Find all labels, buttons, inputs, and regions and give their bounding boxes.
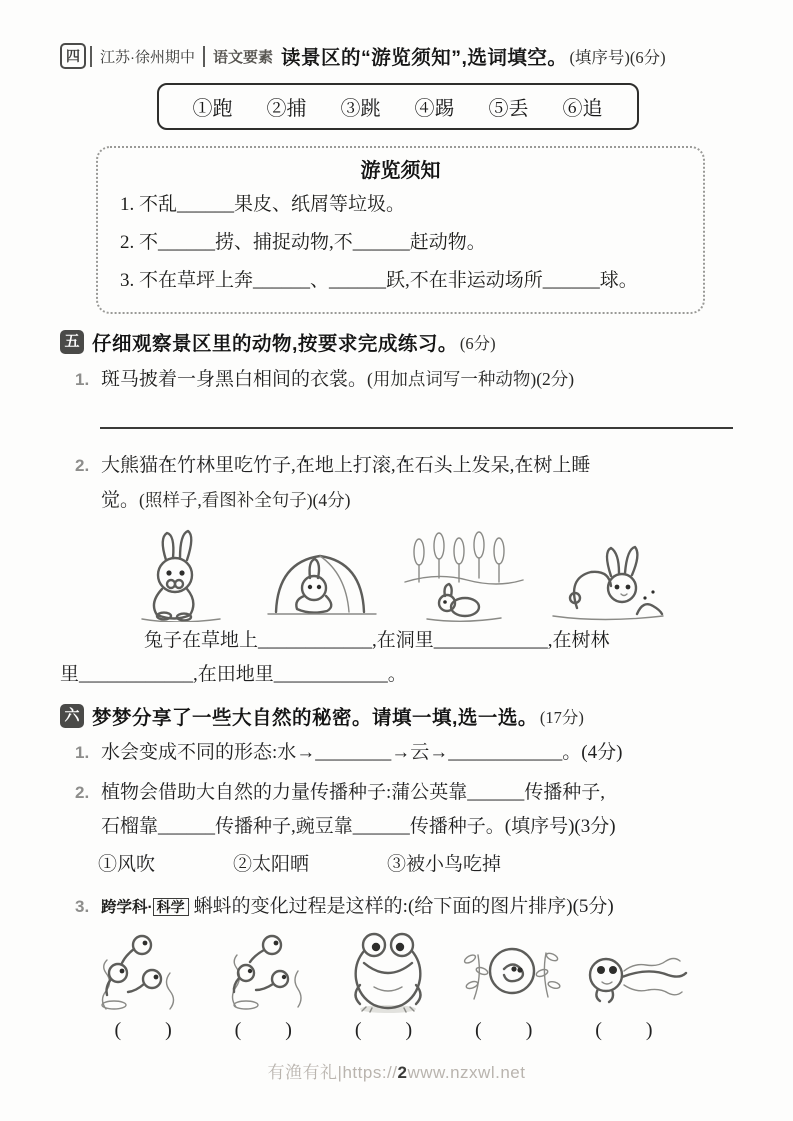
notice-rule-1: 1. 不乱______果皮、纸屑等垃圾。 <box>120 194 406 215</box>
question-6-number-badge: 六 <box>60 704 84 728</box>
item-number: 2. <box>75 783 90 802</box>
notice-rule-2: 2. 不______捞、捕捉动物,不______赶动物。 <box>120 232 486 253</box>
question-5-header <box>60 328 735 356</box>
item-note: (照样子,看图补全句子)(4分) <box>139 490 351 510</box>
adult-frog-image <box>328 929 450 1015</box>
tadpoles-among-waterweed-image <box>84 929 206 1015</box>
brand-name: 有渔有礼 <box>267 1063 338 1082</box>
question-5-item-1 <box>75 362 735 397</box>
visitor-notice-box <box>96 146 705 314</box>
answer-slot-5: ( ) <box>595 1019 655 1041</box>
question-4-score: (填序号)(6分) <box>569 48 666 67</box>
item-text-line-1: 2. 大熊猫在 ●竹林里吃竹子,在 ●地上打滚,在 ●石头上发呆,在 ●树上睡 <box>75 449 735 483</box>
item-text-line-1: 2. 植物会借助大自然的力量传播种子:蒲公英靠______传播种子, <box>75 776 735 810</box>
question-4-header <box>60 42 735 70</box>
question-4-number-badge: 四 <box>60 43 86 69</box>
rabbit-in-burrow-image <box>256 526 388 622</box>
cross-subject-badge: 跨学科· <box>101 899 153 916</box>
item-text: 蝌蚪的变化过程是这样的:(给下面的图片排序)(5分) <box>193 896 614 917</box>
question-4-title: 读景区的“游览须知”,选词填空。 <box>281 47 568 69</box>
option-3: ③被小鸟吃掉 <box>387 854 502 875</box>
item-number: 2. <box>75 456 90 475</box>
answer-slot-1: ( ) <box>114 1019 174 1041</box>
item-text: 斑马披 ●着一身黑白相间的衣裳。 <box>101 369 367 390</box>
url-suffix: www.nzxwl.net <box>407 1063 526 1082</box>
option-1: ①风吹 <box>98 854 156 875</box>
question-6-item-1 <box>75 736 735 770</box>
answer-slot-3: ( ) <box>354 1019 415 1041</box>
froglet-growing-legs-image <box>572 929 694 1015</box>
question-6-item-3 <box>75 890 735 925</box>
item-note: (用加点词写一种动物)(2分) <box>367 369 575 389</box>
divider: | <box>337 1063 343 1082</box>
rabbit-eating-on-grass-image <box>116 526 248 622</box>
item-number: 1. <box>75 743 90 762</box>
rabbit-running-in-forest-image <box>397 526 529 622</box>
question-6-title: 梦梦分享了一些大自然的秘密。请填一填,选一选。 <box>92 707 538 729</box>
answer-blank-line <box>100 427 733 429</box>
answer-slot-2: ( ) <box>234 1019 294 1041</box>
science-badge: 科学 <box>153 898 189 916</box>
question-5-item-2 <box>75 449 735 518</box>
answer-slot-4: ( ) <box>475 1019 535 1041</box>
word-bank-item: ②捕 <box>266 98 307 120</box>
notice-title: 游览须知 <box>360 160 441 182</box>
rabbit-digging-in-field-image <box>537 526 669 622</box>
question-6-item-2 <box>75 776 735 844</box>
chinese-element-tag: 语文要素 <box>213 48 274 66</box>
site-watermark <box>0 1058 793 1083</box>
seed-options-row <box>98 848 735 882</box>
word-bank-item: ①跑 <box>192 98 233 120</box>
item-number: 3. <box>75 897 90 916</box>
word-bank-item: ⑤丢 <box>488 98 529 120</box>
question-6-header <box>60 702 735 730</box>
ordering-answer-row <box>84 1019 685 1042</box>
fill-in-sentence: 兔子在草地上____________,在洞里____________,在树林 里____________,在田地里____________。 <box>60 630 610 685</box>
word-bank-box <box>157 83 639 130</box>
item-number: 1. <box>75 370 90 389</box>
exam-source-label: 江苏·徐州期中 <box>90 46 205 67</box>
question-5-title: 仔细观察景区里的动物,按要求完成练习。 <box>92 333 458 355</box>
option-2: ②太阳晒 <box>233 854 310 875</box>
watermark-digit: 2 <box>397 1063 408 1082</box>
question-5-score: (6分) <box>459 334 496 353</box>
word-bank-item: ③跳 <box>340 98 381 120</box>
tadpoles-pair-waterweed-image <box>206 929 328 1015</box>
question-5-number-badge: 五 <box>60 330 84 354</box>
rabbit-pictures-row <box>116 526 669 622</box>
frog-egg-in-waterweed-image <box>450 929 572 1015</box>
url-prefix: https:// <box>342 1063 398 1082</box>
word-bank-item: ④踢 <box>414 98 455 120</box>
word-bank-item: ⑥追 <box>562 98 603 120</box>
question-6-score: (17分) <box>539 708 584 727</box>
notice-rule-3: 3. 不在草坪上奔______、______跃,不在非运动场所______球。 <box>120 270 638 291</box>
item-text: 水会变成不同的形态:水→________→云→____________。(4分) <box>101 742 623 763</box>
item-text-line-2: 觉。(照样子,看图补全句子)(4分) <box>101 490 351 511</box>
item-text-line-2: 石榴靠______传播种子,豌豆靠______传播种子。(填序号)(3分) <box>101 816 616 837</box>
tadpole-pictures-row <box>84 929 685 1015</box>
